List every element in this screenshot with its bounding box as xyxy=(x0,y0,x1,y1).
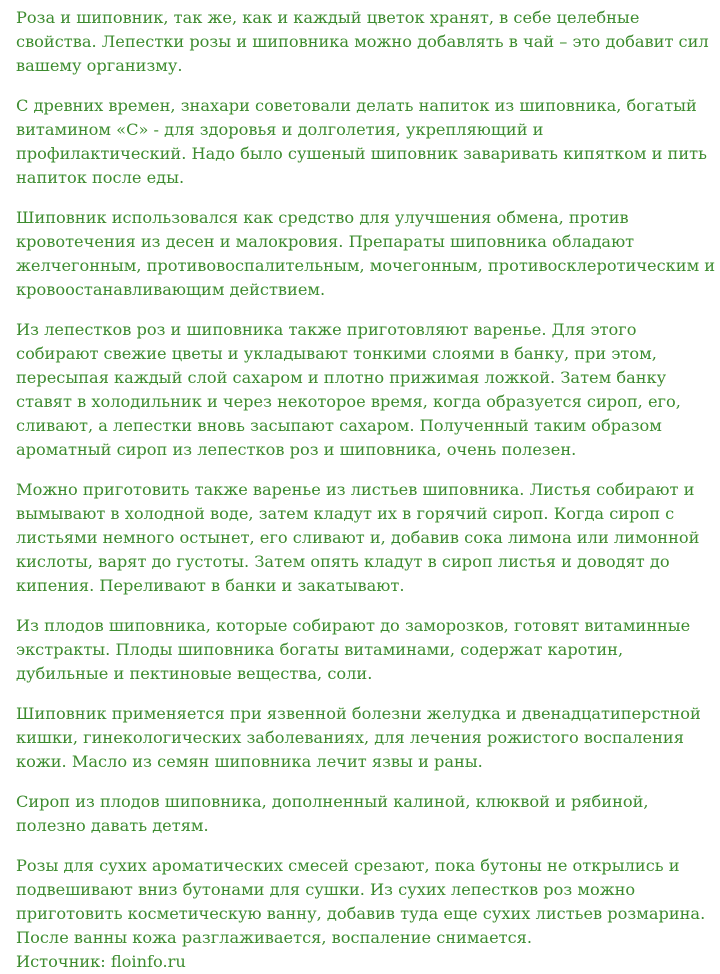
paragraph-intro: Роза и шиповник, так же, как и каждый цветок хранят, в себе целебные свойства. Лепестки розы и шиповника можно добавлять в чай – это добавит сил вашему организму. xyxy=(16,8,709,75)
source-line: Источник: floinfo.ru xyxy=(16,952,186,971)
paragraph-syrup: Сироп из плодов шиповника, дополненный калиной, клюквой и рябиной, полезно давать детям. xyxy=(16,792,649,835)
paragraph-petal-jam: Из лепестков роз и шиповника также приготовляют варенье. Для этого собирают свежие цветы и укладывают тонкими слоями в банку, при этом, пересыпая каждый слой сахаром и плотно прижимая ложкой. Затем банку ставят в холодильник и через некоторое время, когда образуется сироп, его, сливают, а лепестки вновь засыпают сахаром. Полученный таким образом ароматный сироп из лепестков роз и шиповника, очень полезен. xyxy=(16,320,681,459)
paragraph-leaf-jam: Можно приготовить также варенье из листьев шиповника. Листья собирают и вымывают в холодной воде, затем кладут их в горячий сироп. Когда сироп с листьями немного остынет, его сливают и, добавив сока лимона или лимонной кислоты, варят до густоты. Затем опять кладут в сироп листья и доводят до кипения. Переливают в банки и закатывают. xyxy=(16,480,700,595)
paragraph-fruit-extracts: Из плодов шиповника, которые собирают до заморозков, готовят витаминные экстракты. Плоды шиповника богаты витаминами, содержат каротин, дубильные и пектиновые вещества, соли. xyxy=(16,616,691,683)
paragraph-medicinal-use: Шиповник использовался как средство для улучшения обмена, против кровотечения из десен и малокровия. Препараты шиповника обладают желчегонным, противовоспалительным, мочегонным, противосклеротическим и кровоостанавливающим действием. xyxy=(16,208,716,299)
paragraph-aromatic-mixes: Розы для сухих ароматических смесей срезают, пока бутоны не открылись и подвешивают вниз бутонами для сушки. Из сухих лепестков роз можно приготовить косметическую ванну, добавив туда еще сухих листьев розмарина. После ванны кожа разглаживается, воспаление снимается. xyxy=(16,856,706,947)
paragraph-treatment: Шиповник применяется при язвенной болезни желудка и двенадцатиперстной кишки, гинекологических заболеваниях, для лечения рожистого воспаления кожи. Масло из семян шиповника лечит язвы и раны. xyxy=(16,704,701,771)
article-body xyxy=(16,6,716,974)
paragraph-history: С древних времен, знахари советовали делать напиток из шиповника, богатый витамином «С» - для здоровья и долголетия, укрепляющий и профилактический. Надо было сушеный шиповник заваривать кипятком и пить напиток после еды. xyxy=(16,96,707,187)
